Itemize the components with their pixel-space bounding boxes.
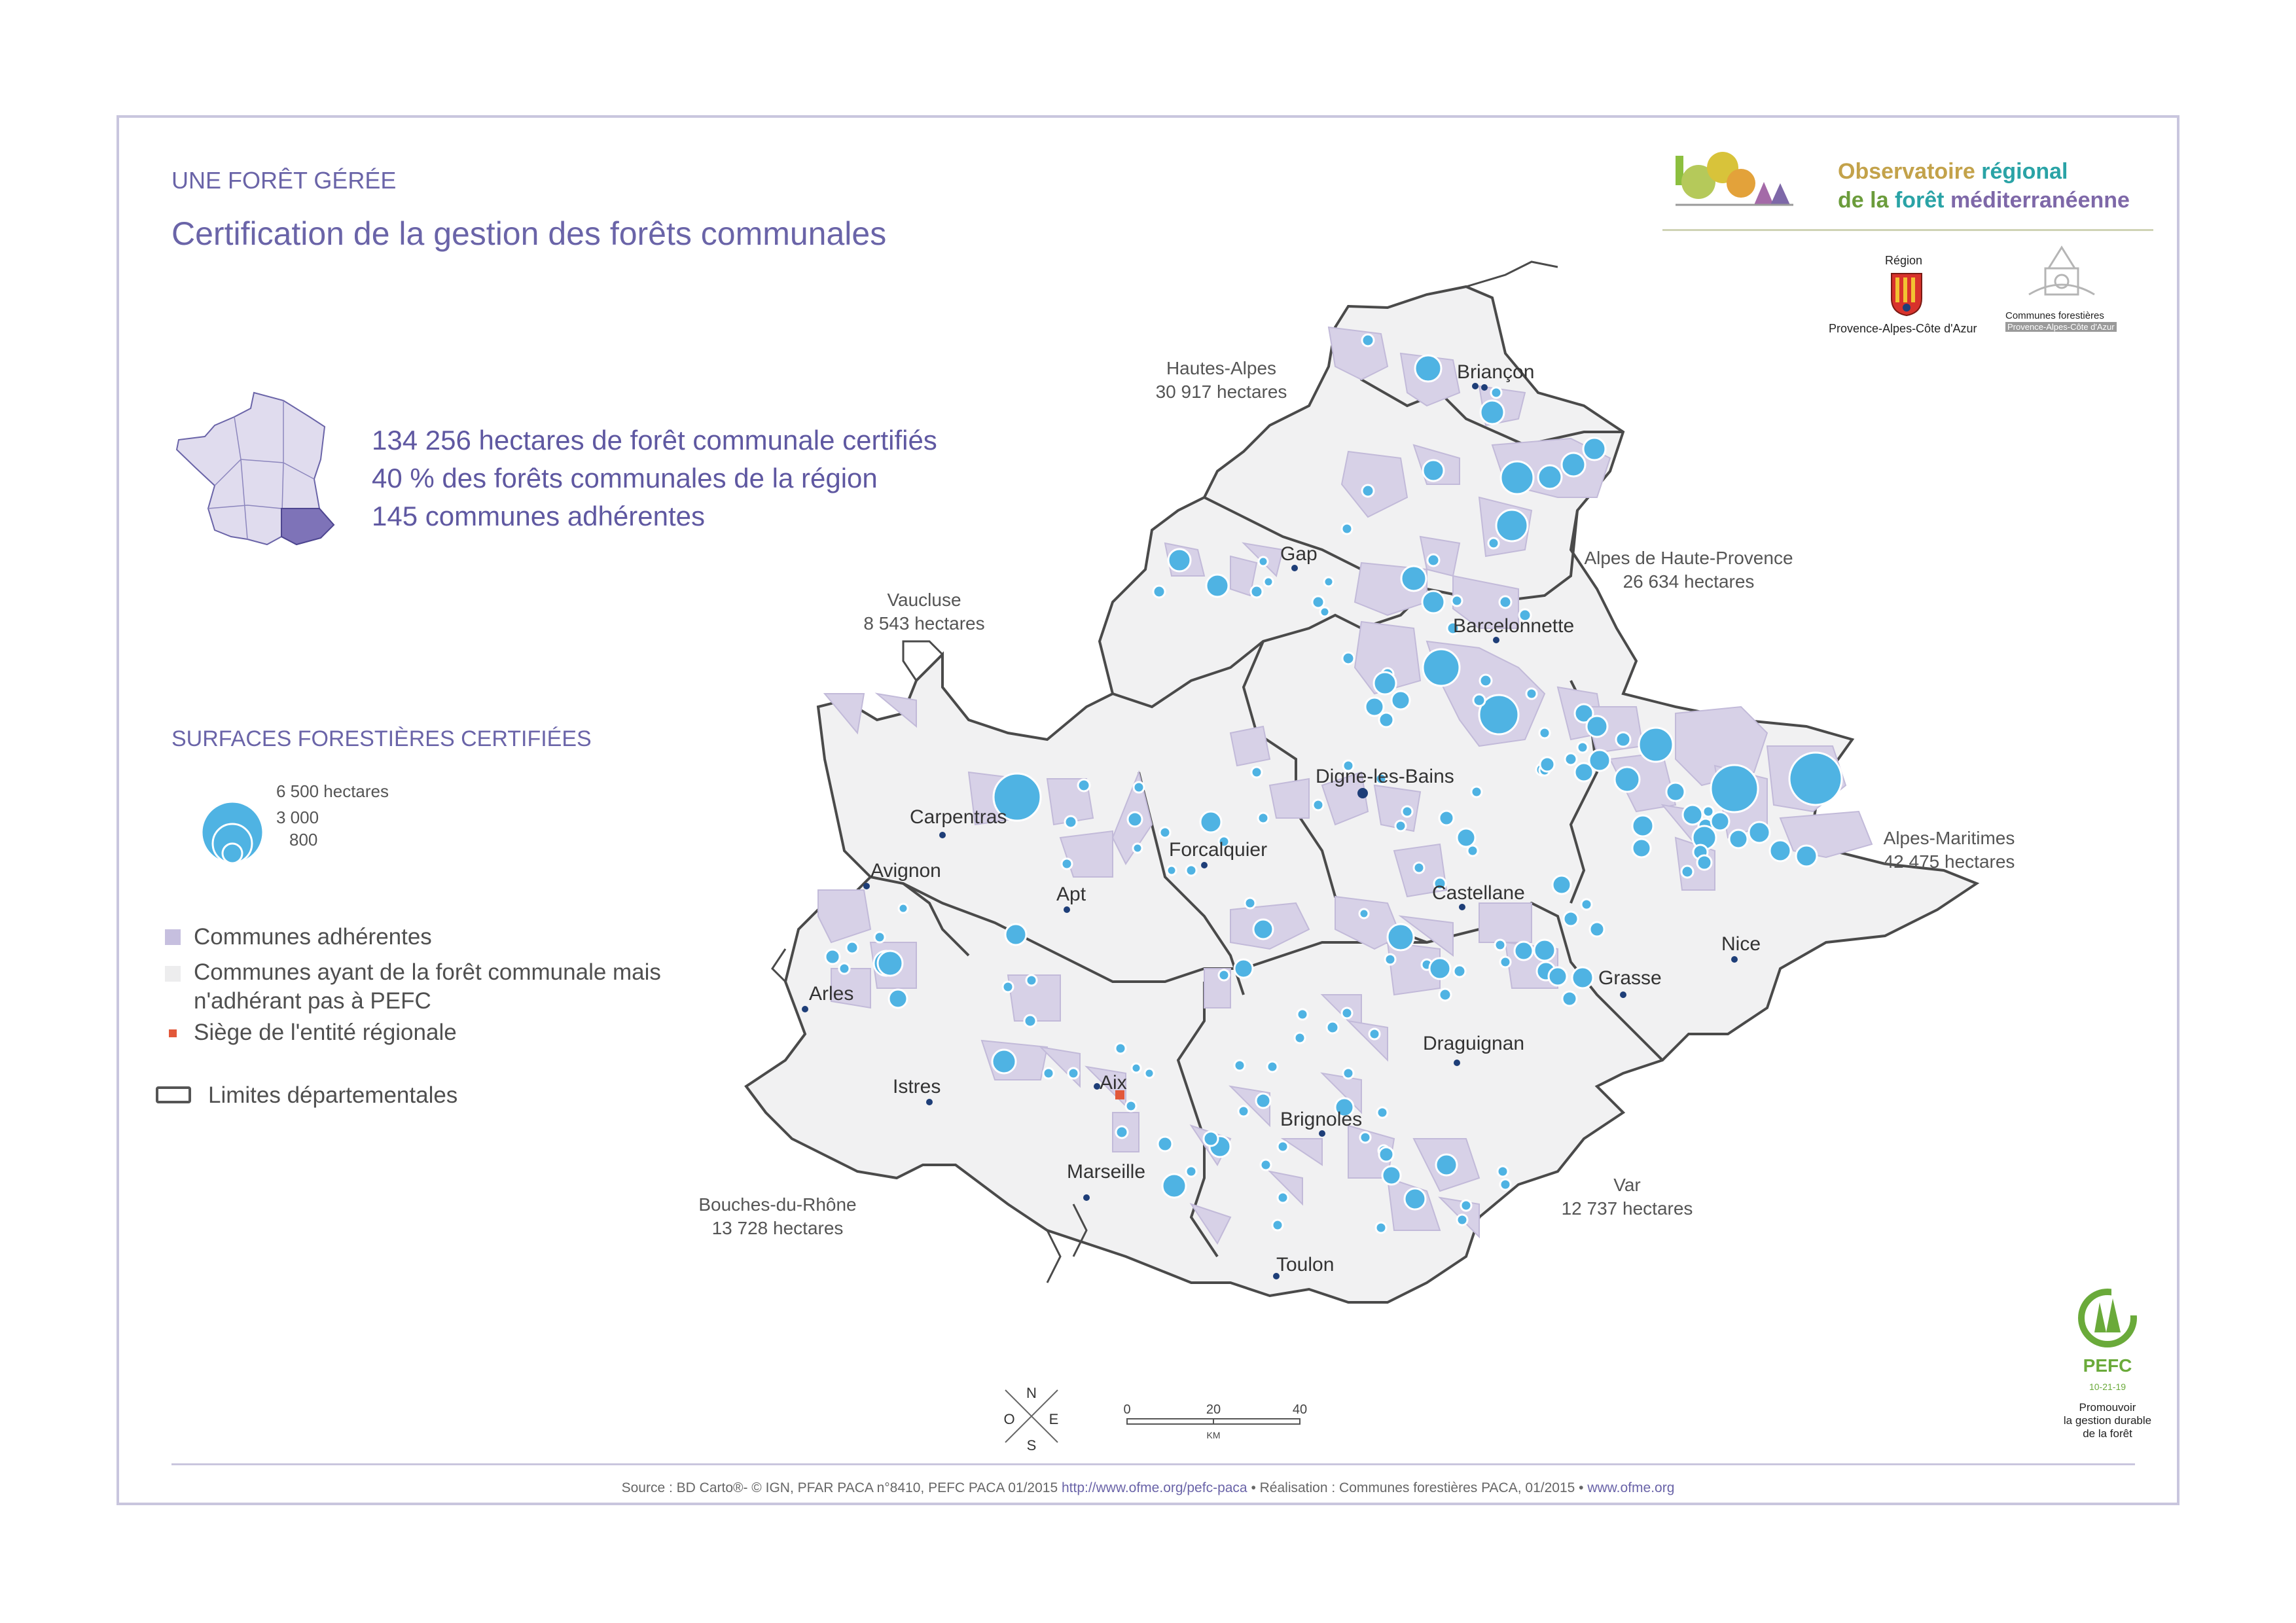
- legend-title: SURFACES FORESTIÈRES CERTIFIÉES: [171, 726, 592, 751]
- footer-source-text: Source : BD Carto®- © IGN, PFAR PACA n°8410, PEFC PACA 01/2015: [621, 1480, 1062, 1495]
- city-label-draguignan: Draguignan: [1423, 1033, 1525, 1054]
- logo-word-de-la: de la: [1838, 188, 1889, 213]
- stat-communes: 145 communes adhérentes: [372, 501, 705, 531]
- city-label-gap: Gap: [1280, 543, 1318, 565]
- dept-var-name: Var: [1613, 1175, 1641, 1195]
- dept-vaucluse-value: 8 543 hectares: [863, 613, 985, 633]
- city-label-apt: Apt: [1056, 883, 1086, 905]
- city-label-barcelonnette: Barcelonnette: [1453, 615, 1575, 637]
- section-eyebrow: UNE FORÊT GÉRÉE: [171, 167, 397, 194]
- dept-alpes-maritimes-value: 42 475 hectares: [1883, 851, 2015, 872]
- dept-hautes-alpes-value: 30 917 hectares: [1155, 382, 1287, 402]
- pefc-tagline-3: de la forêt: [2083, 1427, 2132, 1440]
- city-label-briancon: Briançon: [1457, 361, 1535, 383]
- city-label-nice: Nice: [1721, 933, 1761, 955]
- dept-var-value: 12 737 hectares: [1561, 1198, 1693, 1219]
- city-label-castellane: Castellane: [1432, 882, 1525, 904]
- legend-seat: Siège de l'entité régionale: [194, 1020, 457, 1045]
- pefc-code: 10-21-19: [2089, 1382, 2126, 1392]
- city-label-carpentras: Carpentras: [910, 806, 1007, 828]
- logo-word-mediterraneenne: méditerranéenne: [1950, 188, 2130, 213]
- legend-non-adherent-line1: Communes ayant de la forêt communale mais: [194, 959, 661, 985]
- scale-tick-40: 40: [1292, 1402, 1308, 1417]
- logo-word-foret: forêt: [1894, 188, 1945, 213]
- footer-credit-text: • Réalisation : Communes forestières PACA, 01/2015 •: [1247, 1480, 1588, 1495]
- scale-bar: [1127, 1419, 1300, 1424]
- city-label-aix: Aix: [1100, 1072, 1127, 1094]
- legend-non-adherent-line2: n'adhérant pas à PEFC: [194, 988, 431, 1014]
- pefc-logo-icon: [2068, 1287, 2147, 1359]
- scale-tick-20: 20: [1206, 1402, 1221, 1417]
- dept-hautes-alpes-name: Hautes-Alpes: [1166, 358, 1277, 378]
- legend-adherent: Communes adhérentes: [194, 924, 432, 950]
- dept-ahp-value: 26 634 hectares: [1623, 571, 1755, 592]
- footer-source: [0, 1480, 2296, 1496]
- logo-word-observatoire: Observatoire: [1838, 159, 1975, 184]
- communes-logo-bottom-label: Provence-Alpes-Côte d'Azur: [2005, 322, 2117, 332]
- dept-bdr-value: 13 728 hectares: [711, 1218, 844, 1238]
- city-label-forcalquier: Forcalquier: [1169, 839, 1268, 861]
- compass-letters: [1003, 1385, 1058, 1454]
- pefc-brand: PEFC: [2083, 1355, 2132, 1376]
- dept-bdr-name: Bouches-du-Rhône: [698, 1194, 857, 1215]
- dept-vaucluse-name: Vaucluse: [887, 590, 961, 610]
- compass-s: S: [1026, 1437, 1037, 1454]
- pefc-tagline-2: la gestion durable: [2063, 1414, 2152, 1427]
- footer-link-ofme[interactable]: www.ofme.org: [1587, 1480, 1675, 1495]
- city-label-avignon: Avignon: [870, 860, 941, 882]
- bubble-legend-large: 6 500 hectares: [276, 781, 389, 801]
- scale-unit: KM: [1206, 1430, 1221, 1440]
- bubble-legend-medium: 3 000: [276, 808, 319, 827]
- scale-tick-0: 0: [1123, 1402, 1131, 1417]
- city-label-digne: Digne-les-Bains: [1316, 766, 1454, 787]
- stat-certified-area: 134 256 hectares de forêt communale certifiés: [372, 425, 937, 455]
- bubble-legend-small: 800: [289, 830, 318, 849]
- legend-limits: Limites départementales: [208, 1082, 458, 1108]
- region-logo-top-label: Région: [1885, 254, 1923, 267]
- pefc-tagline-1: Promouvoir: [2079, 1401, 2136, 1414]
- compass-o: O: [1003, 1411, 1015, 1427]
- city-label-toulon: Toulon: [1276, 1254, 1335, 1275]
- compass-e: E: [1049, 1411, 1059, 1427]
- page-title: Certification de la gestion des forêts communales: [171, 215, 887, 252]
- city-label-brignoles: Brignoles: [1280, 1109, 1363, 1130]
- dept-alpes-maritimes-name: Alpes-Maritimes: [1883, 828, 2015, 848]
- compass-n: N: [1026, 1385, 1037, 1401]
- region-logo-bottom-label: Provence-Alpes-Côte d'Azur: [1829, 322, 1977, 335]
- city-label-arles: Arles: [809, 983, 854, 1005]
- scale-labels: [1123, 1402, 1307, 1440]
- communes-logo-top-label: Communes forestières: [2005, 310, 2104, 321]
- city-label-istres: Istres: [893, 1076, 941, 1097]
- footer-link-pefc[interactable]: http://www.ofme.org/pefc-paca: [1061, 1480, 1247, 1495]
- city-label-marseille: Marseille: [1067, 1161, 1146, 1183]
- city-label-grasse: Grasse: [1598, 967, 1662, 989]
- logo-word-regional: régional: [1981, 159, 2068, 184]
- dept-ahp-name: Alpes de Haute-Provence: [1584, 548, 1793, 568]
- footer-divider: [171, 1463, 2135, 1465]
- stat-percentage: 40 % des forêts communales de la région: [372, 463, 878, 493]
